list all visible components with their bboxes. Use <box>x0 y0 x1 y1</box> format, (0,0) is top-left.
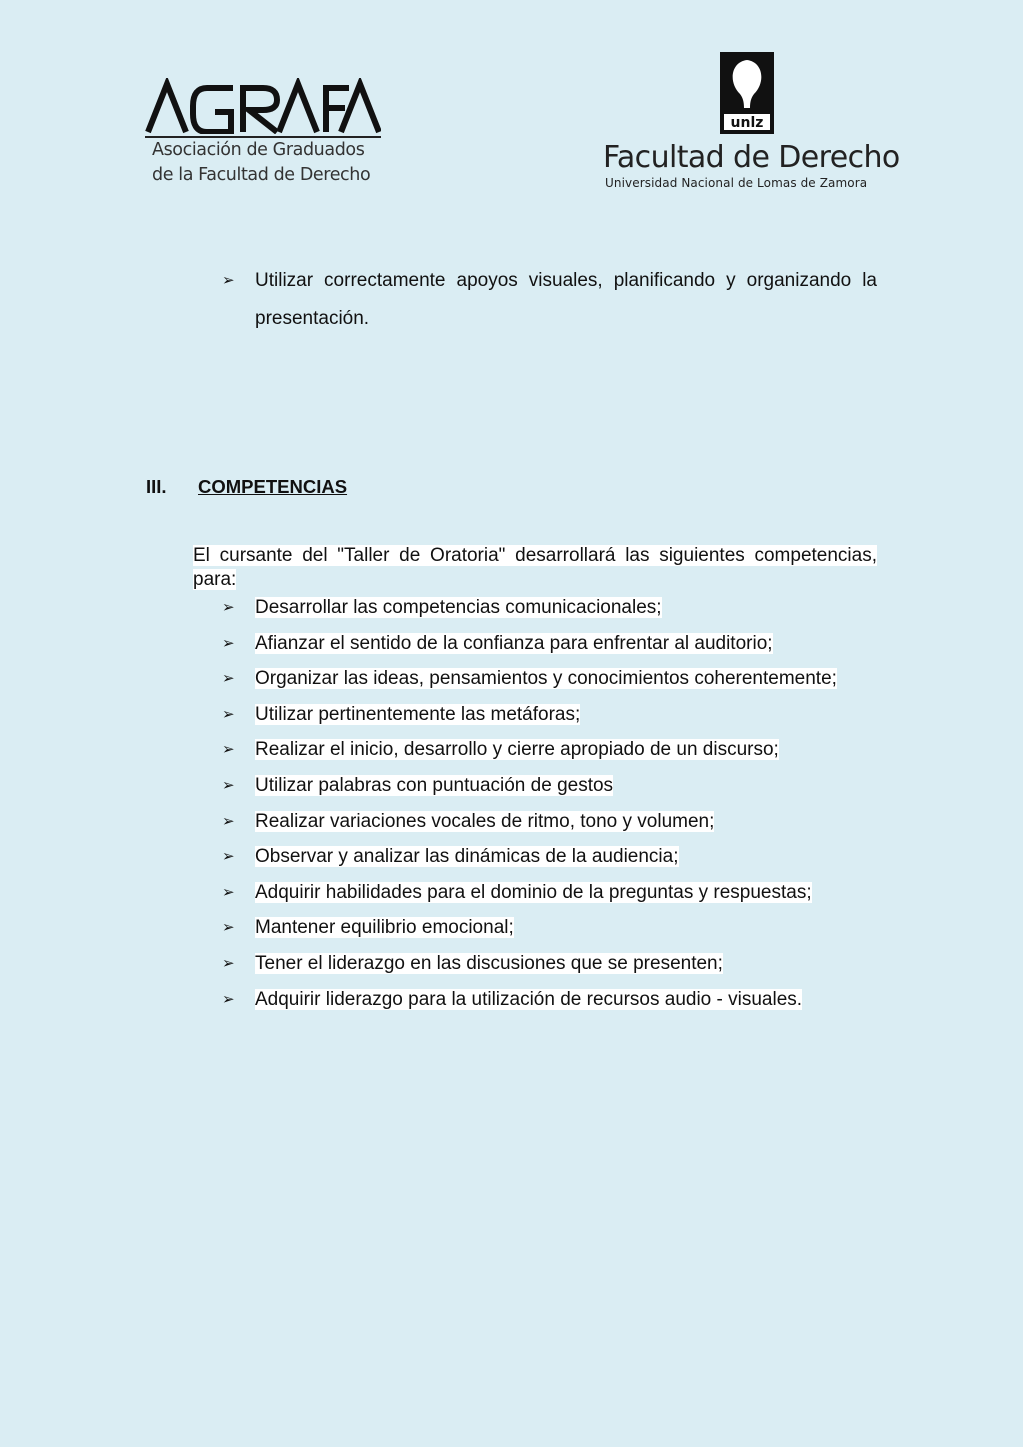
section-title: COMPETENCIAS <box>198 476 348 497</box>
list-item-text: Realizar el inicio, desarrollo y cierre apropiado de un discurso; <box>255 739 779 761</box>
list-item <box>222 262 877 338</box>
arrow-bullet-icon: ➢ <box>222 741 235 759</box>
arrow-bullet-icon: ➢ <box>222 670 235 688</box>
agrafa-subtitle-line2: de la Facultad de Derecho <box>152 164 371 185</box>
list-item <box>222 768 877 804</box>
list-item-text: Adquirir habilidades para el dominio de la preguntas y respuestas; <box>255 881 812 903</box>
svg-text:unlz: unlz <box>730 115 764 131</box>
unlz-emblem-icon <box>720 52 774 134</box>
list-item <box>222 661 877 697</box>
list-item <box>222 875 877 911</box>
list-item-text: Desarrollar las competencias comunicacionales; <box>255 597 662 618</box>
list-item <box>222 590 877 626</box>
intro-paragraph <box>193 544 877 592</box>
competencias-list <box>222 590 877 1017</box>
list-item-text: Utilizar pertinentemente las metáforas; <box>255 703 581 725</box>
arrow-bullet-icon: ➢ <box>222 883 235 901</box>
list-item-text: Tener el liderazgo en las discusiones que se presenten; <box>255 952 723 974</box>
arrow-bullet-icon: ➢ <box>222 990 235 1008</box>
list-item <box>222 946 877 982</box>
list-item-text: Observar y analizar las dinámicas de la audiencia; <box>255 846 679 868</box>
faculty-name: Facultad de Derecho <box>603 140 900 175</box>
arrow-bullet-icon: ➢ <box>222 599 235 616</box>
list-item <box>222 697 877 733</box>
top-bullet-list <box>222 262 877 338</box>
list-item <box>222 839 877 875</box>
list-item-text: Mantener equilibrio emocional; <box>255 917 514 939</box>
list-item-text: Realizar variaciones vocales de ritmo, tono y volumen; <box>255 810 715 832</box>
intro-text: El cursante del "Taller de Oratoria" desarrollará las siguientes competencias, para: <box>193 545 877 590</box>
list-item <box>222 732 877 768</box>
agrafa-subtitle-line1: Asociación de Graduados <box>152 139 365 160</box>
list-item <box>222 982 877 1018</box>
university-name: Universidad Nacional de Lomas de Zamora <box>605 176 868 190</box>
list-item-text: Utilizar palabras con puntuación de gestos <box>255 774 614 796</box>
arrow-bullet-icon: ➢ <box>222 954 235 972</box>
list-item <box>222 910 877 946</box>
arrow-bullet-icon: ➢ <box>222 812 235 830</box>
section-heading <box>146 476 347 498</box>
section-number: III. <box>146 476 167 497</box>
agrafa-wordmark <box>145 78 381 134</box>
arrow-bullet-icon: ➢ <box>222 919 235 937</box>
arrow-bullet-icon: ➢ <box>222 272 235 289</box>
list-item <box>222 626 877 662</box>
arrow-bullet-icon: ➢ <box>222 776 235 794</box>
list-item <box>222 804 877 840</box>
list-item-text: Adquirir liderazgo para la utilización de recursos audio - visuales. <box>255 988 803 1010</box>
arrow-bullet-icon: ➢ <box>222 848 235 866</box>
list-item-text: Utilizar correctamente apoyos visuales, planificando y organizando la presentación. <box>255 270 877 329</box>
arrow-bullet-icon: ➢ <box>222 634 235 652</box>
list-item-text: Organizar las ideas, pensamientos y conocimientos coherentemente; <box>255 668 837 690</box>
arrow-bullet-icon: ➢ <box>222 705 235 723</box>
agrafa-logo <box>145 78 385 188</box>
list-item-text: Afianzar el sentido de la confianza para enfrentar al auditorio; <box>255 632 773 654</box>
